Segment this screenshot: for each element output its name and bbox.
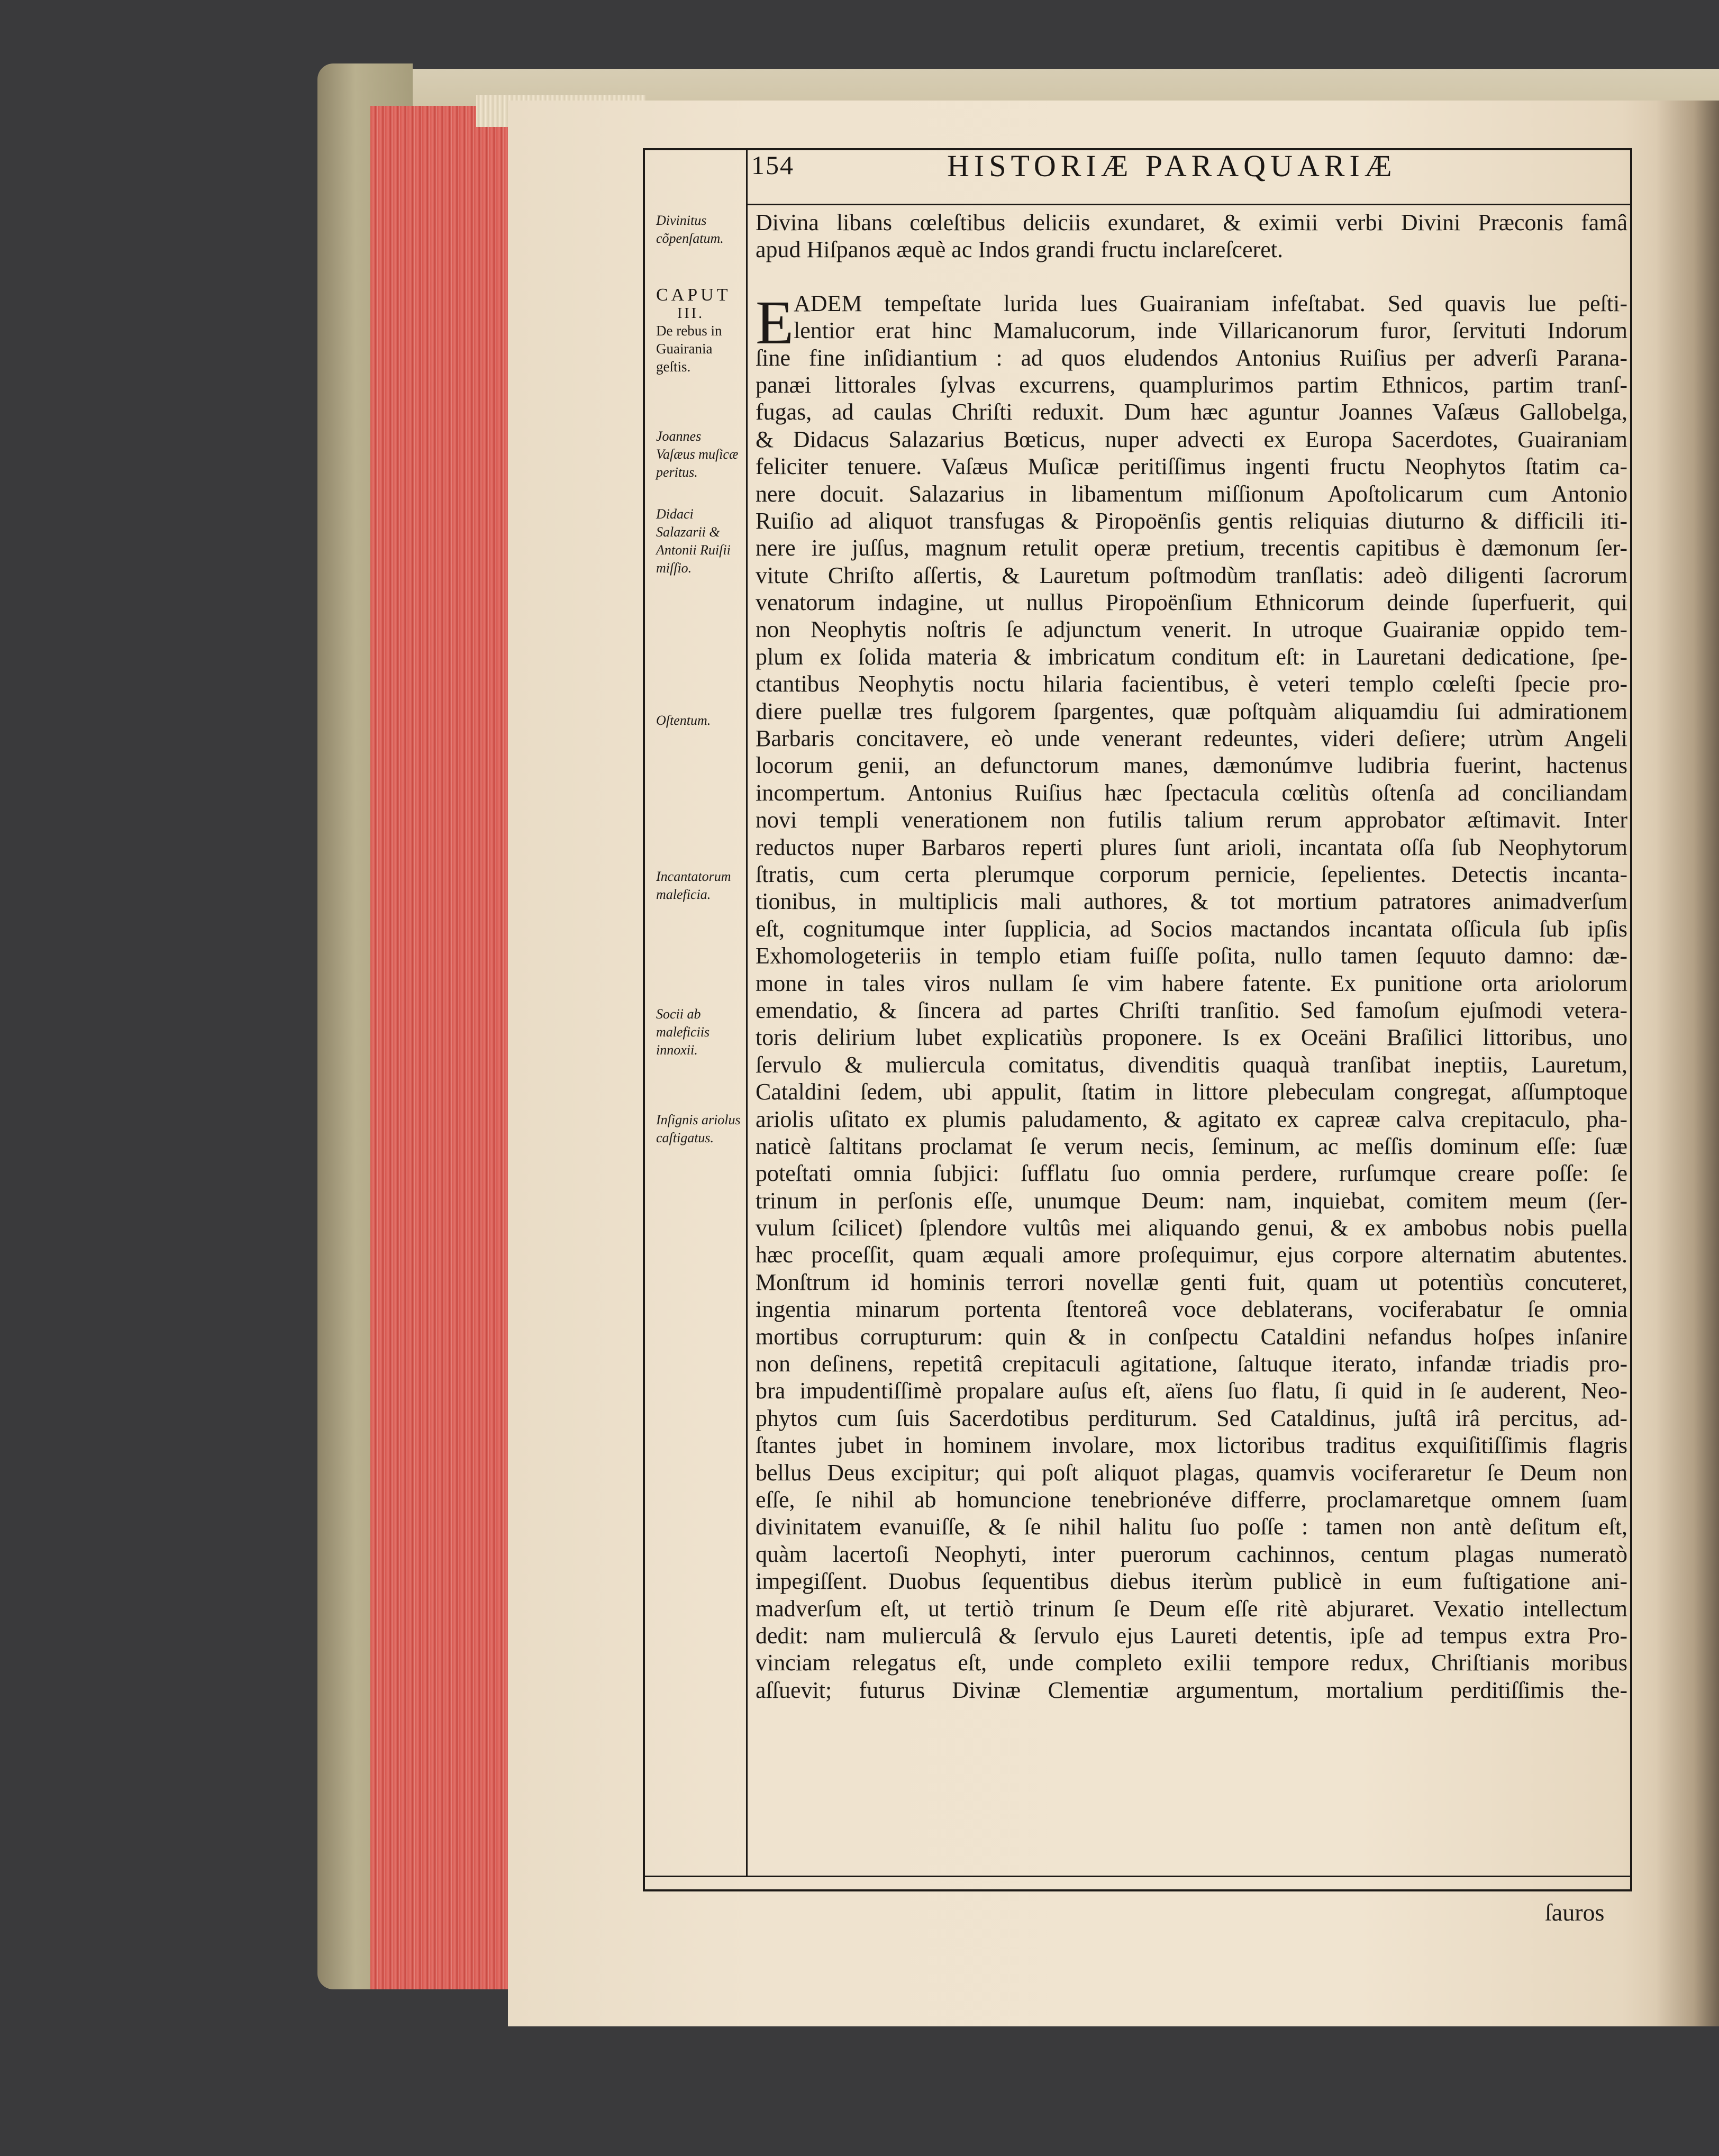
text-line: non deſinens, repetitâ crepitaculi agitatione, ſaltuque iterato, infandæ triadis pro-	[756, 1351, 1627, 1377]
text-line: diere puellæ tres fulgorem ſpargentes, quæ poſtquàm aliquamdiu ſui admirationem	[756, 698, 1627, 724]
text-line: novi templi venerationem non futilis talium rerum approbator æſtimavit. Inter	[756, 807, 1627, 833]
text-line: ADEM tempeſtate lurida lues Guairaniam infeſtabat. Sed quavis lue peſti-	[794, 290, 1627, 316]
text-line: eſt, cognitumque inter ſupplicia, ad Socios mactandos incantata oſſicula ſub ipſis	[756, 915, 1627, 942]
text-line: phytos cum ſuis Sacerdotibus perditurum. Sed Cataldinus, juſtâ irâ percitus, ad-	[756, 1405, 1627, 1431]
text-line: non Neophytis noſtris ſe adjunctum venerit. In utroque Guairaniæ oppido tem-	[756, 616, 1627, 643]
text-line: bellus Deus excipitur; qui poſt aliquot plagas, quamvis vociferaretur ſe Deum non	[756, 1459, 1627, 1486]
margin-note-divinitus: Divinitus cõpenſatum.	[656, 213, 724, 246]
text-line: eſſe, ſe nihil ab homuncione tenebrionéve differre, proclamaretque omnem ſuam	[756, 1486, 1627, 1513]
text-line: vinciam relegatus eſt, unde completo exilii tempore redux, Chriſtianis moribus	[756, 1650, 1627, 1676]
opening-line: apud Hiſpanos æquè ac Indos grandi fructu inclareſceret.	[756, 236, 1283, 263]
text-line: & Didacus Salazarius Bœticus, nuper advecti ex Europa Sacerdotes, Guairaniam	[756, 426, 1627, 452]
text-line: poteſtati omnia ſubjici: ſufflatu ſuo omnia perdere, rurſumque creare poſſe: ſe	[756, 1160, 1627, 1187]
margin-note-salazarius: Didaci Salazarii & Antonii Ruiſii miſſio.	[656, 506, 731, 576]
catchword: ſauros	[1545, 1899, 1605, 1926]
text-line: emendatio, & ſincera ad partes Chriſti tranſitio. Sed famoſum ejuſmodi vetera-	[756, 997, 1627, 1023]
text-line: panæi littorales ſylvas excurrens, quamplurimos partim Ethnicos, partim tranſ-	[756, 371, 1627, 398]
drop-capital: E	[756, 288, 794, 357]
page-number: 154	[751, 150, 794, 180]
margin-note-insignis: Inſignis ariolus caſtigatus.	[656, 1112, 741, 1145]
running-head: HISTORIÆ PARAQUARIÆ	[947, 149, 1397, 183]
footer-rule	[643, 1876, 1632, 1877]
margin-note-ostentum: Oſtentum.	[656, 713, 711, 728]
text-line: Monſtrum id hominis terrori novellæ genti fuit, quam ut potentiùs concuteret,	[756, 1269, 1627, 1295]
text-line: feliciter tenuere. Vaſæus Muſicæ peritiſſimus ingenti fructu Neophytos ſtatim ca-	[756, 453, 1627, 480]
text-line: ingentia minarum portenta ſtentoreâ voce deblaterans, vociferabatur ſe omnia	[756, 1296, 1627, 1323]
body-text	[756, 209, 1627, 1704]
text-line: Barbaris concitavere, eò unde venerant redeuntes, videri deſiere; utrùm Angeli	[756, 725, 1627, 752]
text-line: incompertum. Antonius Ruiſius hæc ſpectacula cœlitùs oſtenſa ad conciliandam	[756, 779, 1627, 806]
text-line: Cataldini ſedem, ubi appulit, ſtatim in littore plebeculam congregat, aſſumptoque	[756, 1079, 1627, 1105]
text-line: nere ire juſſus, magnum retulit operæ pretium, trecentis capitibus è dæmonum ſer-	[756, 535, 1627, 561]
margin-note-incantatorum: Incantatorum maleficia.	[656, 869, 731, 902]
text-line: Ruiſio ad aliquot transfugas & Piropoënſis gentis reliquias diuturno & difficili iti-	[756, 507, 1627, 534]
text-line: ctantibus Neophytis noctu hilaria facientibus, è veteri templo cœleſti ſpecie pro-	[756, 671, 1627, 697]
text-line: quàm lacertoſi Neophyti, inter puerorum cachinnos, centum plagas numeratò	[756, 1541, 1627, 1567]
text-line: ſtantes jubet in hominem involare, mox lictoribus traditus exquiſitiſſimis flagris	[756, 1432, 1627, 1459]
text-line: fugas, ad caulas Chriſti reduxit. Dum hæc aguntur Joannes Vaſæus Gallobelga,	[756, 399, 1627, 425]
margin-note-socii: Socii ab maleficiis innoxii.	[656, 1006, 710, 1058]
text-line: vulum ſcilicet) ſplendore vultûs mei aliquando genui, & ex ambobus nobis puella	[756, 1215, 1627, 1241]
text-line: vitute Chriſto aſſertis, & Lauretum poſtmodùm tranſlatis: adeò diligenti ſacrorum	[756, 562, 1627, 588]
text-line: aſſuevit; futurus Divinæ Clementiæ argumentum, mortalium perditiſſimis the-	[756, 1677, 1627, 1703]
text-line: mone in tales viros nullam ſe vim habere fatente. Ex punitione orta ariolorum	[756, 970, 1627, 996]
caput-number: III.	[677, 305, 704, 322]
text-line: ariolis uſitato ex plumis paludamento, & agitato ex capreæ calva crepitaculo, pha-	[756, 1106, 1627, 1132]
text-line: impegiſſent. Duobus ſequentibus diebus iterùm publicè in eum fuſtigatione ani-	[756, 1568, 1627, 1595]
text-line: nere docuit. Salazarius in libamentum miſſionum Apoſtolicarum cum Antonio	[756, 480, 1627, 507]
text-line: ſervulo & muliercula comitatus, divenditis quaquà tranſibat ineptiis, Lauretum,	[756, 1051, 1627, 1078]
margin-divider-rule	[746, 148, 748, 1876]
text-line: madverſum eſt, ut tertiò trinum ſe Deum eſſe ritè abjuraret. Vexatio intellectum	[756, 1595, 1627, 1622]
margin-note-caput	[656, 285, 743, 376]
page-gutter	[1656, 101, 1719, 2026]
text-line: Exhomologeteriis in templo etiam fuiſſe poſita, nullo tamen ſequuto damno: dæ-	[756, 943, 1627, 969]
caput-description: De rebus in Guairania geſtis.	[656, 323, 722, 375]
text-line: dedit: nam mulierculâ & ſervulo ejus Laureti detentis, ipſe ad tempus extra Pro-	[756, 1622, 1627, 1649]
text-line: trinum in perſonis eſſe, unumque Deum: nam, inquiebat, comitem meum (ſer-	[756, 1187, 1627, 1214]
text-line: locorum genii, an defunctorum manes, dæmonúmve ludibria fuerint, hactenus	[756, 752, 1627, 779]
text-line: lentior erat hinc Mamalucorum, inde Villaricanorum furor, ſervituti Indorum	[794, 317, 1627, 344]
text-line: bra impudentiſſimè propalare auſus eſt, aïens ſuo flatu, ſi quid in ſe auderent, Neo-	[756, 1378, 1627, 1404]
text-line: venatorum indagine, ut nullus Piropoënſium Ethnicorum deinde ſuperfuerit, qui	[756, 589, 1627, 616]
margin-note-vasaeus: Joannes Vaſæus muſicæ peritus.	[656, 429, 739, 480]
text-line: ſine fine inſidiantium : ad quos eludendos Antonius Ruiſius per adverſi Parana-	[756, 344, 1627, 371]
text-line: naticè ſaltitans proclamat ſe verum necis, ſeminum, ac meſſis dominum eſſe: ſuæ	[756, 1133, 1627, 1159]
text-line: tionibus, in multiplicis mali authores, & tot mortium patratores animadverſum	[756, 888, 1627, 915]
opening-line: Divina libans cœleſtibus deliciis exundaret, & eximii verbi Divini Præconis famâ	[756, 210, 1627, 235]
text-line: mortibus corrupturum: quin & in conſpectu Cataldini nefandus hoſpes inſanire	[756, 1323, 1627, 1350]
text-line: plum ex ſolida materia & imbricatum conditum eſt: in Lauretani dedicatione, ſpe-	[756, 643, 1627, 670]
red-page-edges	[370, 106, 519, 1989]
text-line: toris delirium lubet explicatiùs proponere. Is ex Oceäni Braſilici littoribus, uno	[756, 1024, 1627, 1051]
caput-title: CAPUT	[656, 285, 731, 305]
text-line: divinitatem evanuiſſe, & ſe nihil halitu ſuo poſſe : tamen non antè deſitum eſt,	[756, 1514, 1627, 1540]
paragraph-gap	[756, 263, 1627, 290]
header-rule	[746, 204, 1632, 205]
text-line: reductos nuper Barbaros reperti plures ſunt arioli, incantata oſſa ſub Neophytorum	[756, 834, 1627, 860]
text-line: ſtratis, cum certa plerumque corporum pernicie, ſepelientes. Detectis incanta-	[756, 861, 1627, 887]
text-line: hæc proceſſit, quam æquali amore proſequimur, ejus corpore alternatim abutentes.	[756, 1242, 1627, 1268]
